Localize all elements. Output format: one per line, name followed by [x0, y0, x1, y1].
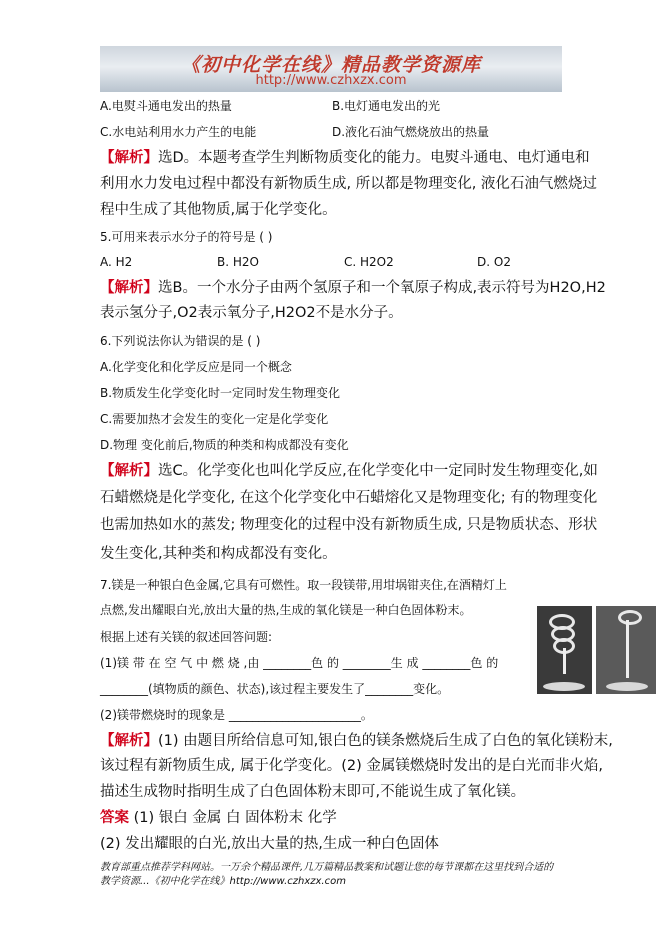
analysis-text: 选C。化学变化也叫化学反应,在化学变化中一定同时发生物理变化,如 [158, 463, 598, 479]
analysis-text: (1) 由题目所给信息可知,银白色的镁条燃烧后生成了白色的氧化镁粉末, [158, 733, 613, 749]
magnesium-ribbon-photo-2 [596, 606, 656, 694]
q4-analysis-line1 [100, 146, 590, 167]
q6-analysis-line1 [100, 459, 598, 480]
q5-option-c: C. H2O2 [344, 255, 394, 269]
q6-option-c: C.需要加热才会发生的变化一定是化学变化 [100, 412, 329, 426]
q5-analysis-line1 [100, 276, 606, 297]
q6-stem: 6.下列说法你认为错误的是 ( ) [100, 334, 261, 348]
q6-analysis-line2: 石蜡燃烧是化学变化, 在这个化学变化中石蜡熔化又是物理变化; 有的物理变化 [100, 490, 598, 506]
q4-options-row2 [100, 123, 490, 140]
magnesium-ribbon-photo-1 [537, 606, 592, 694]
q6-analysis-line3: 也需加热如水的蒸发; 物理变化的过程中没有新物质生成, 只是物质状态、形状 [100, 517, 598, 533]
answer-text: (1) 银白 金属 白 固体粉末 化学 [133, 810, 337, 826]
q7-line3: 根据上述有关镁的叙述回答问题: [100, 630, 273, 644]
q5-options [100, 255, 511, 269]
banner-title: 《初中化学在线》精品教学资源库 [180, 54, 481, 76]
analysis-tag: 【解析】 [100, 463, 158, 479]
header-banner [100, 46, 562, 92]
q5-analysis-line2: 表示氢分子,O2表示氧分子,H2O2不是水分子。 [100, 305, 403, 321]
q4-option-d: D.液化石油气燃烧放出的热量 [332, 125, 490, 139]
q7-line4: (1)镁 带 在 空 气 中 燃 烧 ,由 ________色 的 ________生 成 ________色 的 [100, 656, 499, 670]
q7-line2: 点燃,发出耀眼白光,放出大量的热,生成的氧化镁是一种白色固体粉末。 [100, 603, 472, 617]
q6-option-b: B.物质发生化学变化时一定同时发生物理变化 [100, 386, 341, 400]
q7-analysis-line2: 该过程有新物质生成, 属于化学变化。(2) 金属镁燃烧时发出的是白光而非火焰, [100, 758, 603, 774]
analysis-tag: 【解析】 [100, 150, 158, 166]
analysis-tag: 【解析】 [100, 280, 158, 296]
q5-option-b: B. H2O [217, 255, 259, 269]
answer-tag: 答案 [100, 810, 129, 826]
footer-line1: 教育部重点推荐学科网站。一万余个精品课件,几万篇精品教案和试题让您的每节课都在这里找到合适的 [100, 862, 554, 873]
banner-url[interactable]: http://www.czhxzx.com [255, 73, 407, 88]
analysis-tag: 【解析】 [100, 733, 158, 749]
q7-answer-line2: (2) 发出耀眼的白光,放出大量的热,生成一种白色固体 [100, 836, 439, 852]
q7-line6: (2)镁带燃烧时的现象是 ______________________。 [100, 708, 373, 722]
q7-analysis-line3: 描述生成物时指明生成了白色固体粉末即可,不能说生成了氧化镁。 [100, 784, 526, 800]
footer-line2[interactable]: 教学资源...《初中化学在线》http://www.czhxzx.com [100, 876, 346, 887]
q4-options-row1 [100, 97, 441, 114]
q7-analysis-line1 [100, 729, 613, 750]
q4-option-c: C.水电站利用水力产生的电能 [100, 125, 257, 139]
q4-analysis-line2: 利用水力发电过程中都没有新物质生成, 所以都是物理变化, 液化石油气燃烧过 [100, 176, 597, 192]
q4-option-a: A.电熨斗通电发出的热量 [100, 99, 232, 113]
analysis-text: 选B。一个水分子由两个氢原子和一个氧原子构成,表示符号为H2O,H2 [158, 280, 606, 296]
q7-answer-line1 [100, 806, 337, 827]
q7-line5: ________(填物质的颜色、状态),该过程主要发生了________变化。 [100, 682, 450, 696]
q6-option-a: A.化学变化和化学反应是同一个概念 [100, 360, 292, 374]
q4-option-b: B.电灯通电发出的光 [332, 99, 441, 113]
q6-analysis-line4: 发生变化,其种类和构成都没有变化。 [100, 546, 337, 562]
q5-stem: 5.可用来表示水分子的符号是 ( ) [100, 230, 273, 244]
q5-option-d: D. O2 [477, 255, 511, 269]
analysis-text: 选D。本题考查学生判断物质变化的能力。电熨斗通电、电灯通电和 [158, 150, 590, 166]
q6-option-d: D.物理 变化前后,物质的种类和构成都没有变化 [100, 438, 349, 452]
q4-analysis-line3: 程中生成了其他物质,属于化学变化。 [100, 202, 337, 218]
q5-option-a: A. H2 [100, 255, 133, 269]
q7-line1: 7.镁是一种银白色金属,它具有可燃性。取一段镁带,用坩埚钳夹住,在酒精灯上 [100, 578, 507, 592]
